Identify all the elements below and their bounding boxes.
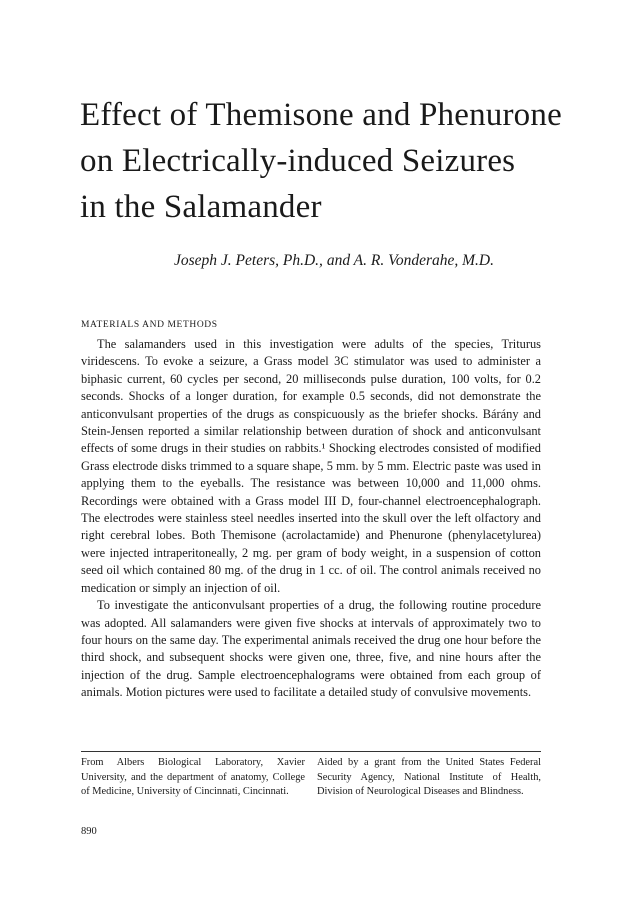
footnotes: [81, 756, 541, 800]
article-body: [81, 336, 541, 702]
page-number: 890: [81, 826, 97, 837]
author-vonderahe: A. R. Vonderahe, M.D.: [353, 252, 495, 269]
footnote-divider: [81, 751, 541, 752]
footnote-affiliation: From Albers Biological Laboratory, Xavier University, and the department of anatomy, College of Medicine, University of Cincinnati, Cincinnati.: [81, 757, 305, 798]
author-byline: [174, 252, 594, 270]
title-line-2: on Electrically-induced Seizures: [80, 143, 516, 179]
paragraph-2: To investigate the anticonvulsant properties of a drug, the following routine procedure was adopted. All salamanders were given five shocks at intervals of approximately two to four hours on the same day. The experimental animals received the drug one hour before the third shock, and subsequent shocks were given one, three, five, and nine hours after the injection of the drug. Sample electroencephalograms were obtained from each group of animals. Motion pictures were used to facilitate a detailed study of convulsive movements.: [81, 598, 541, 700]
article-title: [80, 92, 600, 230]
author-peters: Joseph J. Peters, Ph.D.,: [174, 252, 323, 269]
title-line-3: in the Salamander: [80, 189, 322, 225]
paragraph-1: The salamanders used in this investigation were adults of the species, Triturus viridescens. To evoke a seizure, a Grass model 3C stimulator was used to administer a biphasic current, 60 cycles per second, 20 milliseconds pulse duration, 100 volts, for 0.2 seconds. Shocks of a longer duration, for example 0.5 seconds, did not demonstrate the anticonvulsant properties of the drugs as conspicuously as the briefer shocks. Bárány and Stein-Jensen reported a similar relationship between duration of shock and anticonvulsant effects of some drugs in their studies on rabbits.¹ Shocking electrodes consisted of modified Grass electrode disks trimmed to a square shape, 5 mm. by 5 mm. Electric paste was used in applying them to the eyeballs. The resistance was between 10,000 and 11,000 ohms. Recordings were obtained with a Grass model III D, four-channel electroencephalograph. The electrodes were stainless steel needles inserted into the skull over the left olfactory and right cerebral lobes. Both Themisone (acrolactamide) and Phenurone (phenylacetylurea) were injected intraperitoneally, 2 mg. per gram of body weight, in a suspension of cotton seed oil which contained 80 mg. of the drug in 1 cc. of oil. The control animals received no medication or simply an injection of oil.: [81, 337, 541, 595]
section-heading: MATERIALS AND METHODS: [81, 320, 218, 330]
title-line-1: Effect of Themisone and Phenurone: [80, 97, 562, 133]
author-conjunction: and: [326, 252, 351, 269]
footnote-funding: Aided by a grant from the United States Federal Security Agency, National Institute of Health, Division of Neurological Diseases and Blindness.: [317, 757, 541, 798]
